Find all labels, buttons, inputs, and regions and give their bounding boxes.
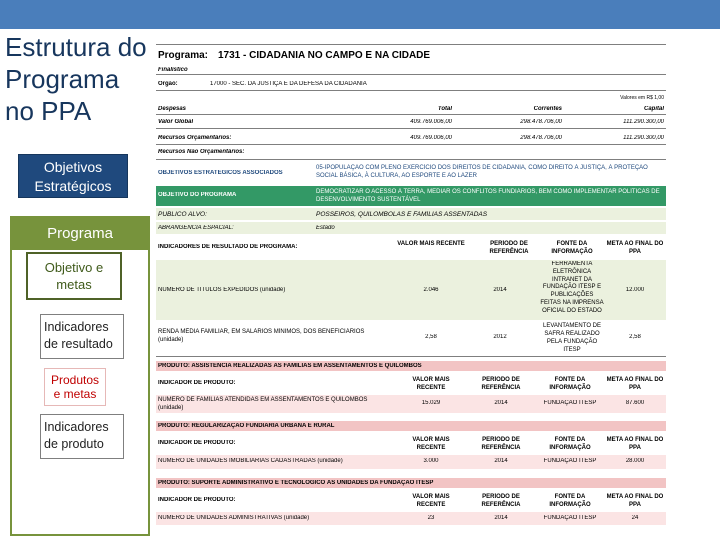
obj-estrategicos-value: 05-IPOPULAÇÃO COM PLENO EXERCÍCIO DOS DIREITOS DE CIDADANIA, COMO DIREITO À JUSTIÇA, À PROTEÇÃO SOCIAL BÁSICA, À CULTURA, AO ESPORTE E AO LAZER: [316, 165, 648, 179]
produto-title: PRODUTO: ASSISTÊNCIA REALIZADAS ÀS FAMÍLIAS EM ASSENTAMENTOS E QUILOMBOS: [158, 363, 422, 369]
produto-cell: 3.000: [423, 458, 439, 464]
despesas-header: [156, 104, 666, 114]
divider: [156, 144, 666, 145]
produto-cell: FUNDAÇÃO ITESP: [543, 400, 597, 406]
box-label: de resultado: [44, 337, 113, 351]
despesas-header-cell: Capital: [643, 106, 664, 112]
produto-title-bar: [156, 361, 666, 371]
despesas-header-cell: Correntes: [533, 106, 562, 112]
ind-resultado-cell: NÚMERO DE TÍTULOS EXPEDIDOS (unidade): [158, 287, 286, 293]
produto-header-cell: META AO FINAL DO PPA: [606, 437, 664, 451]
obj-estrategicos-label: OBJETIVOS ESTRATÉGICOS ASSOCIADOS: [158, 170, 283, 176]
objetivo-metas-box: [26, 252, 122, 300]
programa-row: [156, 50, 666, 62]
produto-header: [156, 373, 666, 393]
produto-header-cell: VALOR MAIS RECENTE: [412, 437, 450, 451]
produto-cell: NÚMERO DE UNIDADES IMOBILIÁRIAS CADASTRADAS (unidade): [158, 458, 343, 464]
produtos-metas-box: [44, 368, 106, 406]
despesas-cell: Recursos Não Orçamentários:: [158, 149, 245, 155]
produto-cell: 23: [427, 515, 435, 521]
valores-em: Valores em R$ 1,00: [620, 95, 664, 101]
produto-cell: 2014: [494, 400, 508, 406]
ind-resultado-cell: 2.046: [423, 287, 439, 293]
produto-cell: FUNDAÇÃO ITESP: [543, 458, 597, 464]
despesas-row: [156, 133, 666, 143]
publico-label: PÚBLICO ALVO:: [158, 211, 207, 218]
title-line: Programa: [5, 64, 120, 94]
top-bar: [0, 0, 720, 29]
despesas-header-cell: Despesas: [158, 106, 187, 112]
orgao-label: Órgão:: [158, 81, 178, 87]
box-label: Produtos: [50, 373, 100, 387]
despesas-cell: 298.478.706,00: [520, 135, 562, 141]
divider: [156, 128, 666, 129]
ind-resultado-cell: 2,58: [425, 334, 437, 340]
produto-cell: 87.600: [625, 400, 645, 406]
produto-header-cell: FONTE DA INFORMAÇÃO: [549, 494, 591, 508]
ind-resultado-cell: 2,58: [629, 334, 641, 340]
divider: [156, 90, 666, 91]
ind-resultado-cell: FERRAMENTA ELETRÔNICA INTRANET DA FUNDAÇÃO ITESP E PUBLICAÇÕES FEITAS NA IMPRENSA OFICIAL DO ESTADO: [540, 261, 604, 314]
publico-value: POSSEIROS, QUILOMBOLAS E FAMÍLIAS ASSENTADAS: [316, 211, 488, 218]
produto-title-bar: [156, 478, 666, 488]
ind-resultado-header-cell: VALOR MAIS RECENTE: [397, 241, 465, 247]
indicadores-resultado-box: [40, 314, 124, 359]
produto-header-cell: INDICADOR DE PRODUTO:: [158, 440, 236, 446]
objetivos-estrategicos-box: [18, 154, 128, 198]
finalistico-label: Finalístico: [158, 67, 188, 73]
ind-resultado-cell: 2012: [493, 334, 507, 340]
despesas-cell: 409.769.006,00: [410, 119, 452, 125]
box-label: Objetivos: [43, 159, 103, 175]
ind-resultado-header-cell: META AO FINAL DO PPA: [606, 241, 664, 255]
box-label: Indicadores: [44, 320, 109, 334]
despesas-cell: 409.769.006,00: [410, 135, 452, 141]
ind-resultado-header-cell: PERÍODO DE REFERÊNCIA: [489, 241, 529, 255]
ind-resultado-cell: RENDA MÉDIA FAMILIAR, EM SALÁRIOS MÍNIMOS, DOS BENEFICIÁRIOS (unidade): [158, 329, 365, 343]
slide-title: [5, 31, 155, 127]
produto-title: PRODUTO: SUPORTE ADMINISTRATIVO E TECNOLÓGICO ÀS UNIDADES DA FUNDAÇÃO ITESP: [158, 480, 434, 486]
produto-title: PRODUTO: REGULARIZAÇÃO FUNDIÁRIA URBANA E RURAL: [158, 423, 335, 429]
obj-programa-value: DEMOCRATIZAR O ACESSO À TERRA, MEDIAR OS CONFLITOS FUNDIÁRIOS, BEM COMO IMPLEMENTAR POLÍTICAS DE DESENVOLVIMENTO SUSTENTÁVEL: [316, 189, 660, 203]
abrangencia-value: Estado: [316, 225, 335, 231]
despesas-cell: 111.290.300,00: [623, 135, 664, 141]
produto-header-cell: META AO FINAL DO PPA: [606, 377, 664, 391]
produto-cell: 28.000: [625, 458, 645, 464]
produto-header-cell: VALOR MAIS RECENTE: [412, 494, 450, 508]
programa-header: Programa: [12, 218, 148, 250]
despesas-cell: Recursos Orçamentários:: [158, 135, 232, 141]
produto-cell: 24: [631, 515, 639, 521]
ind-resultado-row: [156, 322, 666, 354]
divider: [156, 74, 666, 75]
despesas-cell: 111.290.300,00: [623, 119, 664, 125]
divider: [156, 44, 666, 45]
ind-resultado-header-cell: FONTE DA INFORMAÇÃO: [551, 241, 593, 255]
divider: [156, 159, 666, 160]
box-label: Objetivo e: [44, 260, 104, 275]
produto-header-cell: INDICADOR DE PRODUTO:: [158, 380, 236, 386]
programa-label: Programa:: [158, 50, 209, 61]
produto-header: [156, 490, 666, 510]
obj-estrategicos-row: [156, 164, 666, 182]
produto-header-cell: FONTE DA INFORMAÇÃO: [549, 437, 591, 451]
produto-header-cell: INDICADOR DE PRODUTO:: [158, 497, 236, 503]
produto-header-cell: PERÍODO DE REFERÊNCIA: [481, 377, 521, 391]
despesas-row: [156, 147, 666, 157]
produto-header-cell: PERÍODO DE REFERÊNCIA: [481, 437, 521, 451]
title-line: no PPA: [5, 96, 92, 126]
box-label: e metas: [53, 387, 97, 401]
produto-header: [156, 433, 666, 453]
divider: [156, 356, 666, 357]
ind-resultado-cell: LEVANTAMENTO DE SAFRA REALIZADO PELA FUNDAÇÃO ITESP: [542, 323, 601, 353]
produto-header-cell: VALOR MAIS RECENTE: [412, 377, 450, 391]
divider: [156, 114, 666, 115]
abrangencia-label: ABRANGÊNCIA ESPACIAL:: [158, 225, 234, 231]
produto-cell: NÚMERO DE UNIDADES ADMINISTRATIVAS (unidade): [158, 515, 310, 521]
box-label: de produto: [44, 437, 104, 451]
ind-resultado-row: [156, 260, 666, 320]
orgao-value: 17000 - SEC. DA JUSTIÇA E DA DEFESA DA CIDADANIA: [210, 81, 367, 87]
produto-cell: 2014: [494, 458, 508, 464]
despesas-row: [156, 117, 666, 127]
produto-title-bar: [156, 421, 666, 431]
obj-programa-label: OBJETIVO DO PROGRAMA: [158, 192, 237, 198]
ind-resultado-cell: 2014: [493, 287, 507, 293]
ind-resultado-cell: 12.000: [625, 287, 645, 293]
produto-row: [156, 395, 666, 413]
abrangencia-row: [156, 222, 666, 234]
produto-cell: NÚMERO DE FAMÍLIAS ATENDIDAS EM ASSENTAMENTOS E QUILOMBOS (unidade): [158, 397, 368, 411]
publico-row: [156, 208, 666, 220]
title-line: Estrutura do: [5, 32, 147, 62]
box-label: Estratégicos: [34, 178, 112, 194]
programa-value: 1731 - CIDADANIA NO CAMPO E NA CIDADE: [218, 50, 431, 61]
despesas-header-cell: Total: [437, 106, 452, 112]
produto-row: [156, 512, 666, 525]
produto-cell: 15.029: [421, 400, 441, 406]
box-label: metas: [56, 277, 92, 292]
box-label: Indicadores: [44, 420, 109, 434]
obj-programa-row: [156, 186, 666, 206]
produto-header-cell: FONTE DA INFORMAÇÃO: [549, 377, 591, 391]
produto-header-cell: META AO FINAL DO PPA: [606, 494, 664, 508]
produto-cell: FUNDAÇÃO ITESP: [543, 515, 597, 521]
produto-header-cell: PERÍODO DE REFERÊNCIA: [481, 494, 521, 508]
indicadores-produto-box: [40, 414, 124, 459]
produto-row: [156, 455, 666, 469]
ind-resultado-header: [156, 238, 666, 258]
produto-cell: 2014: [494, 515, 508, 521]
despesas-cell: 298.478.706,00: [520, 119, 562, 125]
ind-resultado-header-cell: INDICADORES DE RESULTADO DE PROGRAMA:: [158, 244, 298, 250]
despesas-cell: Valor Global: [158, 119, 194, 125]
ppa-document: [156, 42, 666, 527]
